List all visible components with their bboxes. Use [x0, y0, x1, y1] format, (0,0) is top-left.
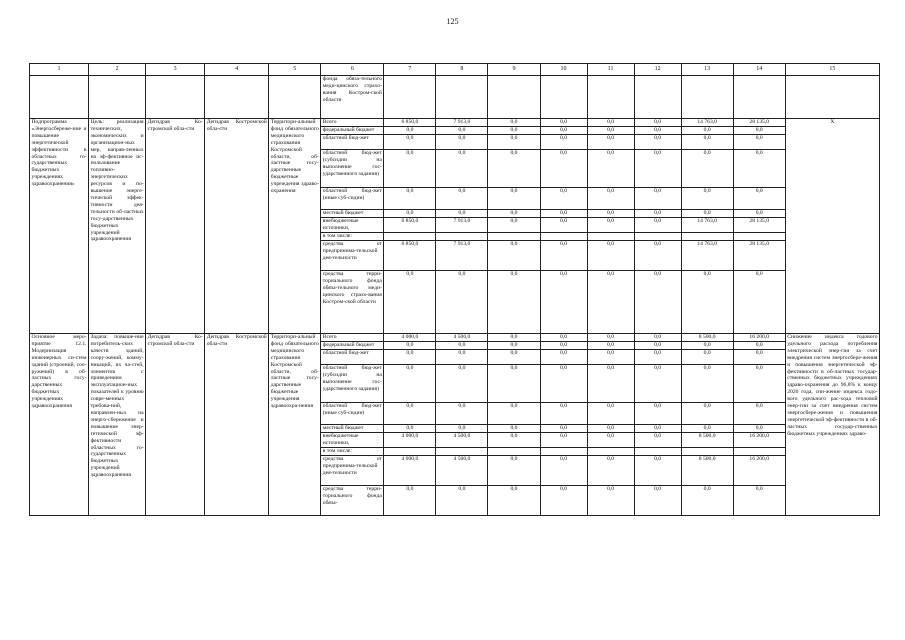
amount-cell: 14 763,0	[681, 218, 733, 233]
amount-cell: 0,0	[488, 433, 540, 448]
funding-source-cell: внебюджетные источники,	[321, 433, 384, 448]
amount-cell: 0,0	[540, 433, 587, 448]
amount-cell: 0,0	[540, 119, 587, 127]
amount-cell: 0,0	[384, 127, 436, 135]
amount-cell: 0,0	[733, 365, 785, 403]
column-number: 4	[205, 64, 269, 76]
column-number: 12	[634, 64, 681, 76]
amount-cell: 0,0	[733, 210, 785, 218]
funding-source-cell: федеральный бюджет	[321, 342, 384, 350]
amount-cell: 4 500,0	[436, 334, 488, 342]
amount-cell: 7 913,0	[436, 218, 488, 233]
amount-cell: 16 200,0	[733, 334, 785, 342]
amount-cell: 0,0	[384, 486, 436, 516]
amount-cell: 0,0	[436, 127, 488, 135]
funding-source-cell: средства терри-ториального фонда обяза-тельного меди-цинского страхо-вания Костром-ской области	[321, 271, 384, 334]
amount-cell	[540, 233, 587, 241]
amount-cell: 0,0	[384, 135, 436, 150]
amount-cell: 0,0	[384, 188, 436, 210]
goal-cell: Цель: реализация технических, экономических и организацион-ных мер, направ-ленных на эф-фективное ис-пользование топливно-энергетических ресурсов и по-вышение энерге-тической эффек-тивности дея-тельности об-ластных госу-дарственных бюджетных учреждений здравоохранения	[89, 119, 146, 334]
amount-cell: 0,0	[488, 119, 540, 127]
amount-cell: 0,0	[634, 150, 681, 188]
amount-cell: 0,0	[634, 365, 681, 403]
amount-cell: 4 000,0	[384, 433, 436, 448]
amount-cell: 28 135,0	[733, 241, 785, 271]
amount-cell: 0,0	[488, 127, 540, 135]
column-number: 1	[30, 64, 89, 76]
amount-cell: 0,0	[488, 456, 540, 486]
amount-cell: 0,0	[587, 365, 634, 403]
amount-cell	[436, 448, 488, 456]
funding-source-cell: областной бюд-жет (субсидии на выполнение гос-ударственного задания)	[321, 150, 384, 188]
column-numbers-row	[30, 64, 880, 76]
amount-cell: 16 200,0	[733, 433, 785, 448]
amount-cell	[384, 233, 436, 241]
funding-source-cell: федеральный бюджет	[321, 127, 384, 135]
amount-cell: 8 500,0	[681, 334, 733, 342]
amount-cell: 0,0	[587, 425, 634, 433]
funding-source-cell: Всего	[321, 334, 384, 342]
amount-cell: 0,0	[733, 135, 785, 150]
amount-cell: 0,0	[436, 365, 488, 403]
funding-source-cell: в том числе:	[321, 233, 384, 241]
funding-source-cell: местный бюджет	[321, 425, 384, 433]
funding-source-cell: областной бюд-жет (иные суб-сидии)	[321, 403, 384, 425]
amount-cell: 0,0	[540, 486, 587, 516]
amount-cell: 0,0	[436, 342, 488, 350]
amount-cell: 0,0	[540, 210, 587, 218]
amount-cell: 0,0	[587, 486, 634, 516]
funding-source-cell: средства терри-ториального фонда обяза-	[321, 486, 384, 516]
executor-cell: Депздрав Ко-стромской обла-сти	[146, 334, 205, 516]
column-number: 15	[785, 64, 879, 76]
territory-cell: Территори-альный фонд обязательного медицинского страхования Костромской области, об-ластные госу-дарственные бюджетные учреждения здравоохра-нения	[269, 334, 321, 516]
amount-cell: 0,0	[384, 150, 436, 188]
amount-cell: 0,0	[436, 150, 488, 188]
amount-cell: 0,0	[540, 135, 587, 150]
funding-source-cell: средства от предпринима-тельской дея-тельности	[321, 456, 384, 486]
funding-source-cell: местный бюджет	[321, 210, 384, 218]
amount-cell: 0,0	[634, 425, 681, 433]
amount-cell: 0,0	[540, 150, 587, 188]
indicator-cell: Снижение индекса годового удельного расхода потребления электрической энер-гии за счет внедрения систем энергосбере-жения и повышения энергетической эф-фективности в об-ластных государ-ственных бюджетных учреждениях здраво-охранения до 96,8% к концу 2020 года, сни-жение индекса годо-вого удельного рас-хода тепловой энер-гии за счет внедрения систем энергосбере-жения и повышения энергетической эф-фективности в об-ластных госудaр-ственных бюджетных учреждениях здраво-	[785, 334, 879, 516]
amount-cell: 0,0	[384, 342, 436, 350]
amount-cell	[436, 233, 488, 241]
amount-cell: 0,0	[634, 486, 681, 516]
amount-cell: 0,0	[540, 271, 587, 334]
amount-cell: 0,0	[587, 119, 634, 127]
amount-cell: 4 500,0	[436, 433, 488, 448]
amount-cell: 0,0	[436, 425, 488, 433]
amount-cell: 14 763,0	[681, 241, 733, 271]
amount-cell: 0,0	[634, 350, 681, 365]
amount-cell: 0,0	[488, 210, 540, 218]
column-number: 14	[733, 64, 785, 76]
amount-cell	[733, 448, 785, 456]
amount-cell: 0,0	[587, 210, 634, 218]
amount-cell: 0,0	[587, 350, 634, 365]
amount-cell: 0,0	[681, 210, 733, 218]
amount-cell	[681, 448, 733, 456]
funding-source-cell: областной бюд-жет (иные суб-сидии)	[321, 188, 384, 210]
amount-cell: 0,0	[384, 350, 436, 365]
funding-source-cell: областной бюд-жет	[321, 135, 384, 150]
activity-name-cell: Основное меро-приятие 12.1. Модернизация инженерных си-стем зданий (строений, соо-ружений) в об-ластных госу-дарственных бюджетных учреждениях здравоохранения	[30, 334, 89, 516]
budget-row	[30, 119, 880, 127]
amount-cell: 0,0	[733, 486, 785, 516]
amount-cell	[384, 448, 436, 456]
amount-cell: 0,0	[681, 425, 733, 433]
amount-cell: 0,0	[733, 342, 785, 350]
amount-cell: 0,0	[540, 403, 587, 425]
amount-cell: 0,0	[488, 334, 540, 342]
amount-cell: 8 500,0	[681, 456, 733, 486]
amount-cell: 0,0	[540, 241, 587, 271]
amount-cell: 0,0	[587, 150, 634, 188]
budget-row	[30, 334, 880, 342]
amount-cell: 0,0	[733, 271, 785, 334]
amount-cell: 0,0	[436, 210, 488, 218]
amount-cell: 28 135,0	[733, 119, 785, 127]
page-number: 125	[446, 17, 459, 26]
amount-cell: 0,0	[436, 350, 488, 365]
amount-cell: 0,0	[733, 425, 785, 433]
amount-cell: 4 000,0	[384, 456, 436, 486]
amount-cell: 6 850,0	[384, 218, 436, 233]
amount-cell: 0,0	[540, 342, 587, 350]
amount-cell	[587, 448, 634, 456]
amount-cell: 4 500,0	[436, 456, 488, 486]
amount-cell: 0,0	[436, 271, 488, 334]
amount-cell	[488, 448, 540, 456]
amount-cell: 0,0	[681, 486, 733, 516]
amount-cell: 0,0	[733, 150, 785, 188]
amount-cell: 0,0	[587, 342, 634, 350]
column-number: 6	[321, 64, 384, 76]
amount-cell: 0,0	[681, 342, 733, 350]
amount-cell: 0,0	[634, 188, 681, 210]
amount-cell: 0,0	[733, 350, 785, 365]
amount-cell: 0,0	[681, 403, 733, 425]
amount-cell: 0,0	[634, 241, 681, 271]
amount-cell: 0,0	[540, 365, 587, 403]
continuation-row	[30, 76, 880, 119]
amount-cell: 0,0	[384, 425, 436, 433]
column-number: 13	[681, 64, 733, 76]
amount-cell: 0,0	[634, 342, 681, 350]
amount-cell: 0,0	[587, 188, 634, 210]
territory-cell: Территори-альный фонд обязательного медицинского страхования Костромской области, об-ластные госу-дарственные бюджетные учреждения здраво-охранения	[269, 119, 321, 334]
amount-cell: 0,0	[587, 218, 634, 233]
amount-cell: 0,0	[488, 403, 540, 425]
program-name-cell: Подпрограмма «Энергосбереже-ние и повышение энергетической эффективности в областных го-сударственных бюджетных учреждениях здравоохранения»	[30, 119, 89, 334]
task-cell: Задача: повыше-ние потребитель-ских качеств зданий, соору-жений, комму-никаций, их ча-стей, элементов с приведением эксплуатацион-ных показателей к уровню совре-менных требова-ний, направлен-ных на энерго-сбережение и повышение энер-гетической эф-фективности областных го-сударственных бюджетных учреждений здравоохранения	[89, 334, 146, 516]
budget-table	[29, 63, 880, 516]
amount-cell: 0,0	[634, 127, 681, 135]
amount-cell: 0,0	[587, 241, 634, 271]
amount-cell: 0,0	[634, 271, 681, 334]
column-number: 5	[269, 64, 321, 76]
amount-cell: 7 913,0	[436, 241, 488, 271]
amount-cell: 0,0	[540, 425, 587, 433]
amount-cell: 0,0	[488, 241, 540, 271]
amount-cell: 0,0	[733, 188, 785, 210]
amount-cell	[634, 448, 681, 456]
amount-cell	[681, 233, 733, 241]
coexecutor-cell: Депздрав Костромской обла-сти	[205, 334, 269, 516]
column-number: 10	[540, 64, 587, 76]
amount-cell: 0,0	[681, 188, 733, 210]
amount-cell: 6 850,0	[384, 119, 436, 127]
amount-cell: 0,0	[681, 365, 733, 403]
amount-cell: 0,0	[587, 334, 634, 342]
amount-cell: 0,0	[681, 271, 733, 334]
amount-cell	[540, 448, 587, 456]
amount-cell: 0,0	[540, 350, 587, 365]
amount-cell: 0,0	[540, 188, 587, 210]
amount-cell: 0,0	[587, 403, 634, 425]
amount-cell: 0,0	[587, 127, 634, 135]
amount-cell	[488, 233, 540, 241]
amount-cell: 0,0	[488, 135, 540, 150]
amount-cell: 0,0	[540, 218, 587, 233]
amount-cell: 16 200,0	[733, 456, 785, 486]
amount-cell: 0,0	[488, 425, 540, 433]
amount-cell: 0,0	[540, 334, 587, 342]
amount-cell: 6 850,0	[384, 241, 436, 271]
amount-cell: 4 000,0	[384, 334, 436, 342]
amount-cell: 0,0	[488, 150, 540, 188]
amount-cell: 0,0	[488, 342, 540, 350]
funding-source-cell: областной бюд-жет	[321, 350, 384, 365]
amount-cell: 0,0	[488, 271, 540, 334]
amount-cell: 0,0	[634, 456, 681, 486]
amount-cell: 0,0	[587, 433, 634, 448]
amount-cell: 0,0	[587, 135, 634, 150]
column-number: 3	[146, 64, 205, 76]
amount-cell: 0,0	[436, 403, 488, 425]
column-number: 8	[436, 64, 488, 76]
amount-cell: 28 135,0	[733, 218, 785, 233]
column-number: 7	[384, 64, 436, 76]
coexecutor-cell: Депздрав Костромской обла-сти	[205, 119, 269, 334]
amount-cell: 0,0	[733, 127, 785, 135]
amount-cell: 0,0	[634, 403, 681, 425]
amount-cell: 14 763,0	[681, 119, 733, 127]
amount-cell: 0,0	[436, 486, 488, 516]
funding-source-cell: областной бюд-жет (субсидии на выполнение гос-ударственного задания)	[321, 365, 384, 403]
amount-cell	[634, 233, 681, 241]
amount-cell: 0,0	[384, 210, 436, 218]
amount-cell: 0,0	[488, 350, 540, 365]
funding-source-cell: внебюджетные источники,	[321, 218, 384, 233]
amount-cell	[733, 233, 785, 241]
funding-source-cell: средства от предпринима-тельской дея-тельности	[321, 241, 384, 271]
amount-cell: 0,0	[384, 403, 436, 425]
amount-cell: 0,0	[681, 127, 733, 135]
amount-cell: 0,0	[587, 271, 634, 334]
column-number: 9	[488, 64, 540, 76]
funding-source-cell: Всего	[321, 119, 384, 127]
amount-cell: 0,0	[681, 135, 733, 150]
amount-cell: 0,0	[733, 403, 785, 425]
amount-cell: 0,0	[681, 150, 733, 188]
amount-cell: 0,0	[634, 334, 681, 342]
amount-cell: 0,0	[384, 271, 436, 334]
amount-cell: 0,0	[587, 456, 634, 486]
amount-cell: 0,0	[436, 188, 488, 210]
executor-cell: Депздрав Ко-стромской обла-сти	[146, 119, 205, 334]
funding-source-cell: в том числе:	[321, 448, 384, 456]
amount-cell: 0,0	[634, 135, 681, 150]
column-number: 2	[89, 64, 146, 76]
amount-cell: 0,0	[540, 127, 587, 135]
amount-cell: 0,0	[436, 135, 488, 150]
amount-cell: 0,0	[634, 433, 681, 448]
amount-cell: 0,0	[634, 119, 681, 127]
amount-cell: 0,0	[488, 486, 540, 516]
amount-cell: 0,0	[634, 210, 681, 218]
source-cell: фонда обяза-тельного меди-цинского страхо-вания Костром-ской области	[321, 76, 384, 119]
amount-cell: 0,0	[681, 350, 733, 365]
amount-cell: 0,0	[540, 456, 587, 486]
amount-cell: 0,0	[488, 218, 540, 233]
amount-cell	[587, 233, 634, 241]
amount-cell: 0,0	[488, 188, 540, 210]
column-number: 11	[587, 64, 634, 76]
amount-cell: 8 500,0	[681, 433, 733, 448]
amount-cell: 0,0	[634, 218, 681, 233]
indicator-cell: Х	[785, 119, 879, 334]
amount-cell: 0,0	[384, 365, 436, 403]
amount-cell: 0,0	[488, 365, 540, 403]
amount-cell: 7 913,0	[436, 119, 488, 127]
